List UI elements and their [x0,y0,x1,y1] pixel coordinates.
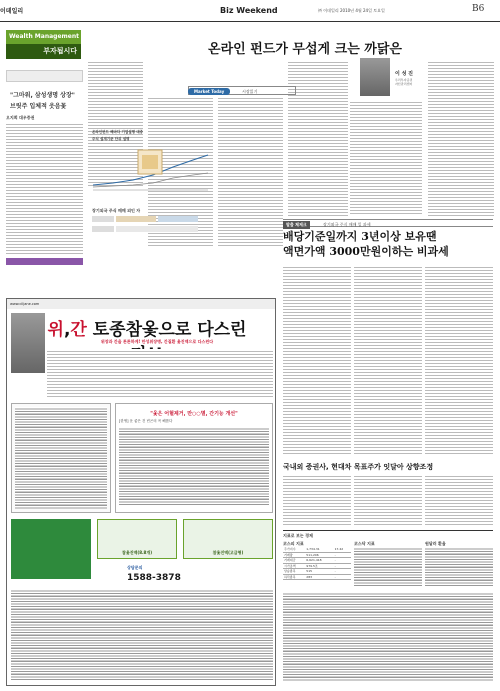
article2-tagbar [283,219,493,227]
cell: 거래량 [283,552,305,558]
table-fx-title: 원달러 환율 [425,541,446,546]
cell: - [334,563,351,569]
ad-price2: 참옻진액(고급형) [212,550,244,555]
ad-inner-left [11,403,111,513]
section-title: Biz Weekend [220,6,278,15]
ad-title-red1: 위 [47,320,64,340]
logo-bottom: 부자됩시다 [6,44,81,59]
chart-title-2: 주식 설계기준 단위 설명 [92,137,130,141]
ad-inner-right [115,403,273,513]
ad-inner-right-text [119,427,269,505]
cell: 283 [305,574,333,580]
ad-site[interactable]: www.ciljane.com [10,302,40,306]
ad-inner-left-text [15,407,107,509]
ad-footer-text [11,589,273,681]
ad-product-box2 [183,519,273,559]
headline-dividend-line1: 배당기준일까지 3년이상 보유땐 [283,230,437,243]
cell: 979.5조 [305,563,333,569]
left-body-text [6,122,83,256]
cell: 시가총액 [283,563,305,569]
ad-phone[interactable]: 1588-3878 [127,573,181,583]
cell: - [334,574,351,580]
ad-subtitle: 위장과 간을 튼튼하게! 만성위장병, 간질환 옻진액으로 다스린다 [100,339,214,344]
article3-col1 [283,474,351,526]
page-number: B6 [472,4,485,14]
table-kospi-title: 코스피 지표 [283,541,304,546]
article3-col3 [425,474,493,526]
cell: 상승종목 [283,569,305,575]
cell: 6,621,418 [305,558,333,564]
byline: 오지희 대우증권 [6,115,35,120]
ad-person-photo [11,313,45,373]
wealth-management-logo [6,30,81,60]
cell: 511,206 [305,552,333,558]
headline-hyundai: 국내외 증권사, 현대차 목표주가 잇달아 상향조정 [283,463,434,471]
quote-subtitle: 브릿주 입체적 웃음꽃 [10,103,67,110]
ad-title-rest: 토종참옻으로 다스린 [92,320,247,340]
ad-body-text [47,349,273,397]
newspaper-name: 이데일리 [0,8,24,15]
table-kospi [283,541,351,580]
tax-diagram [92,214,212,238]
article2-tag: 발출 체제크 [283,221,310,229]
bottom-tables [283,592,493,682]
quote-title: "그마워, 삼성생명 상장" [10,92,75,99]
table-kospi-body [283,547,351,580]
logo-top: Wealth Management [6,30,81,44]
cell: 515 [305,569,333,575]
article2-tag-note: 장기외국 주식 매매 일 과세 [323,221,371,227]
article1-col3 [218,96,283,246]
indicator-bar [283,530,493,538]
article2-col2 [354,265,422,455]
article2-col1 [283,265,351,455]
ad-title-red2: 간 [70,320,87,340]
article1-col5 [350,100,422,216]
table-fx-body [425,547,493,587]
ad-product-photo [11,519,91,579]
table-row [283,547,351,552]
table-kosdaq-body [354,547,422,587]
table-kosdaq-title: 코스닥 지표 [354,541,375,546]
ad-inner-title: "옻은 어혈제거, 만○○멸, 간기능 개선" [150,411,238,417]
cell: - [334,552,351,558]
issue-date: ㈜ 이데일리 2010년 4월 24일 토요일 [318,8,385,13]
article3-col2 [354,474,422,526]
market-today-tag: Market Today [188,88,230,95]
article2-col3 [425,265,493,455]
ad-product-box1 [97,519,177,559]
cell: 17.42 [334,547,351,552]
indicator-title: 지표로 보는 경제 [283,533,313,538]
advertisement [6,298,276,686]
left-column-header [6,70,83,82]
author-name: 이 성 진 [395,71,413,77]
page-header [0,0,500,22]
table-row [283,574,351,580]
cell: 1,734.31 [305,547,333,552]
ad-price1: 참옻진액(8.8개) [121,550,153,555]
headline-dividend-line2: 액면가액 3000만원이하는 비과세 [283,245,449,258]
ad-title-comma: , [63,320,71,340]
cell: 거래대금 [283,558,305,564]
left-sponsor-strip [6,258,83,265]
cell: 주가지수 [283,547,305,552]
fund-chart [88,145,213,205]
chart-title-1: 온라인펀드 해마다 기업설명 대중 [92,130,143,134]
cell: - [334,558,351,564]
cell: 하락종목 [283,574,305,580]
chart-title-3: 장기외국 주식 매매 외인 자 [92,208,141,213]
headline-online-fund: 온라인 펀드가 무섭게 크는 까닭은 [208,42,402,57]
author-title: 우리투자증권 자산관리센터 [395,78,413,86]
author-photo [360,58,390,96]
cell: - [334,569,351,575]
ad-header [7,299,275,309]
market-today-note: 시장읽기 [242,89,258,94]
ad-phone-label: 상담문의 [127,565,143,570]
article1-col6 [428,60,494,216]
article1-col4 [288,60,348,216]
headline-dividend [283,229,493,259]
ad-inner-tag: [한생] 운 좋은 건 빈곤의 꼭 해롭다 [119,419,173,423]
table-fx [425,541,493,587]
table-kosdaq [354,541,422,587]
